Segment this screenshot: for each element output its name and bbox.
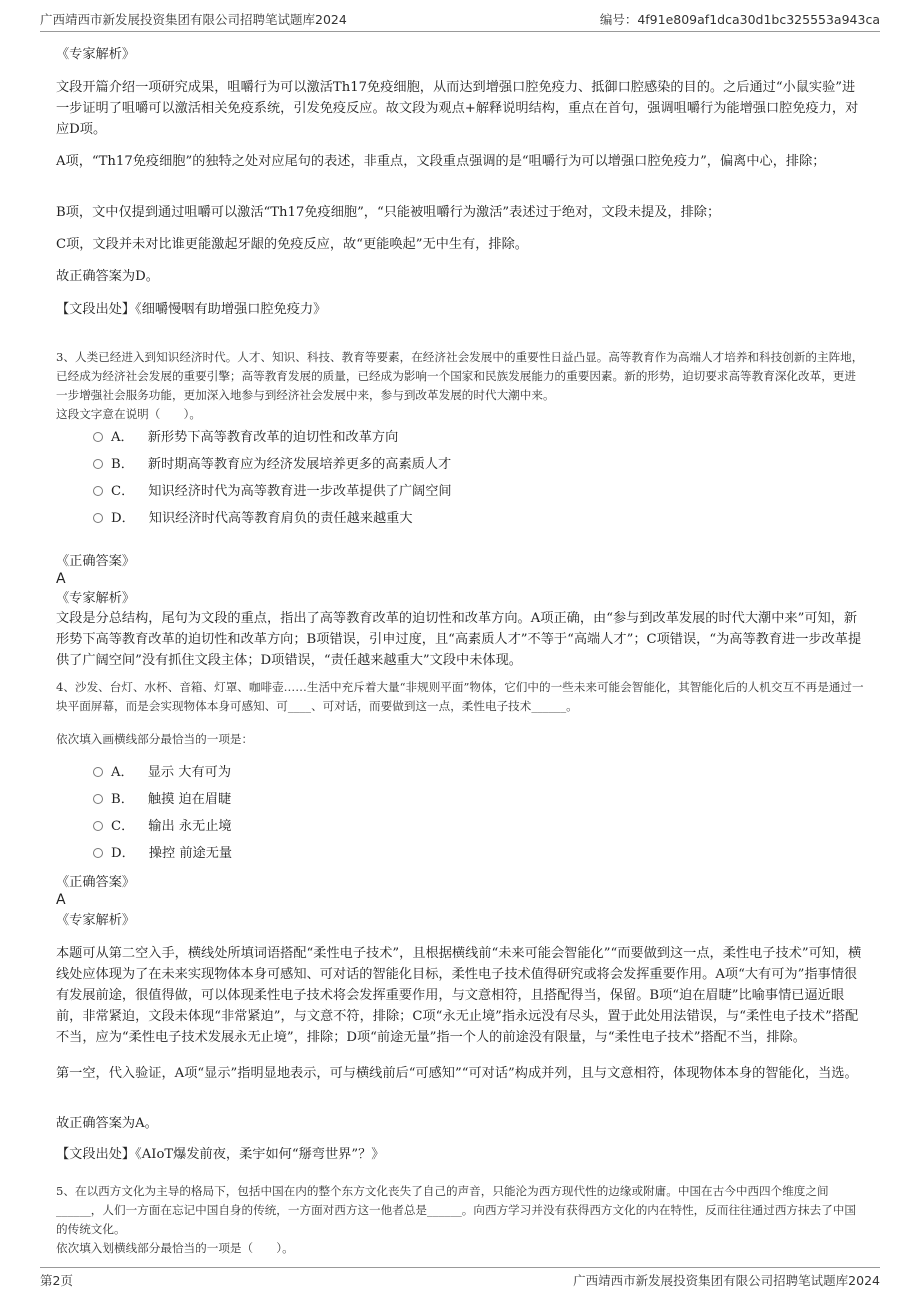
analysis-paragraph: 第一空，代入验证，A项“显示”指明显地表示，可与横线前后“可感知”“可对话”构成并列，且与文意相符，体现物体本身的智能化，当选。 (56, 1066, 858, 1081)
option-text: 知识经济时代为高等教育进一步改革提供了广阔空间 (148, 484, 452, 499)
header-title: 广西靖西市新发展投资集团有限公司招聘笔试题库2024 (40, 12, 347, 27)
answer-conclusion: 故正确答案为A。 (56, 1116, 158, 1131)
analysis-paragraph: A项，“Th17免疫细胞”的独特之处对应尾句的表述，非重点，文段重点强调的是“咀嚼行为可以增强口腔免疫力”，偏离中心，排除； (56, 154, 826, 169)
page-header (40, 10, 880, 30)
option-a[interactable] (93, 428, 398, 448)
option-d[interactable] (93, 844, 232, 864)
option-text: 新形势下高等教育改革的迫切性和改革方向 (147, 430, 399, 445)
expert-analysis-label: 《专家解析》 (56, 47, 136, 62)
option-a[interactable] (93, 763, 231, 783)
header-divider (40, 31, 880, 32)
passage-source: 【文段出处】《细嚼慢咽有助增强口腔免疫力》 (56, 302, 327, 317)
radio-button-icon[interactable] (93, 821, 103, 831)
analysis-paragraph: 本题可从第二空入手，横线处所填词语搭配“柔性电子技术”，且根据横线前“未来可能会智能化”“而要做到这一点，柔性电子技术”可知，横线处应体现为了在未来实现物体本身可感知、可对话的智能化目标，柔性电子技术值得研究或将会发挥重要作用。A项“大有可为”指事情很有发展前途，很值得做，可以体现柔性电子技术将会发挥重要作用，与文意相符，且搭配得当，保留。B项“迫在眉睫”比喻事情已逼近眼前，非常紧迫，文段未体现“非常紧迫”，与文意不符，排除；C项“永无止境”指永远没有尽头，置于此处用法错误，与“柔性电子技术”搭配不当，应为“柔性电子技术发展永无止境”，排除；D项“前途无量”指一个人的前途没有限量，与“柔性电子技术”搭配不当，排除。 (56, 946, 862, 1045)
expert-analysis-label: 《专家解析》 (56, 913, 136, 928)
analysis-paragraph: 文段开篇介绍一项研究成果，咀嚼行为可以激活Th17免疫细胞，从而达到增强口腔免疫力、抵御口腔感染的目的。之后通过“小鼠实验”进一步证明了咀嚼可以激活相关免疫系统，引发免疫反应。故文段为观点+解释说明结构，重点在首句，强调咀嚼行为能增强口腔免疫力，对应D项。 (56, 80, 859, 137)
document-id: 编号：4f91e809af1dca30d1bc325553a943ca (599, 12, 880, 27)
option-text: 知识经济时代高等教育肩负的责任越来越重大 (148, 511, 413, 526)
radio-button-icon[interactable] (93, 767, 103, 777)
option-letter: B． (111, 457, 134, 472)
analysis-paragraph: 文段是分总结构，尾句为文段的重点，指出了高等教育改革的迫切性和改革方向。A项正确，由“参与到改革发展的时代大潮中来”可知，新形势下高等教育改革的迫切性和改革方向；B项错误，引申过度，且“高素质人才”不等于“高端人才”；C项错误，“为高等教育进一步改革提供了广阔空间”没有抓住文段主体；D项错误，“责任越来越重大”文段中未体现。 (56, 611, 862, 668)
option-letter: C． (111, 819, 135, 834)
page-footer (40, 1271, 880, 1289)
page-number: 第2页 (40, 1273, 73, 1288)
option-letter: D． (111, 846, 135, 861)
answer-conclusion: 故正确答案为D。 (56, 269, 159, 284)
question-prompt: 这段文字意在说明（ ）。 (56, 407, 201, 421)
expert-analysis-label: 《专家解析》 (56, 591, 136, 606)
radio-button-icon[interactable] (93, 513, 103, 523)
correct-answer-label: 《正确答案》 (56, 554, 136, 569)
option-b[interactable] (93, 790, 231, 810)
correct-answer: A (56, 892, 66, 908)
question-stem: 3、人类已经进入到知识经济时代。人才、知识、科技、教育等要素，在经济社会发展中的重要性日益凸显。高等教育作为高端人才培养和科技创新的主阵地，已经成为经济社会发展的重要引擎；高等教育发展的质量，已经成为影响一个国家和民族发展能力的重要因素。新的形势，迫切要求高等教育深化改革，更进一步增强社会服务功能，更加深入地参与到经济社会发展中来，参与到改革发展的时代大潮中来。 (56, 350, 864, 402)
question-stem: 5、在以西方文化为主导的格局下，包括中国在内的整个东方文化丧失了自己的声音，只能沦为西方现代性的边缘或附庸。中国在古今中西四个维度之间______，人们一方面在忘记中国自身的传统，一方面对西方这一他者总是______。向西方学习并没有获得西方文化的内在特性，反而往往通过西方抹去了中国的传统文化。 (56, 1184, 856, 1236)
footer-title: 广西靖西市新发展投资集团有限公司招聘笔试题库2024 (573, 1273, 880, 1288)
option-text: 显示 大有可为 (147, 765, 232, 780)
option-letter: C． (111, 484, 135, 499)
passage-source: 【文段出处】《AIoT爆发前夜，柔宇如何“掰弯世界”？》 (56, 1147, 385, 1162)
footer-divider (40, 1267, 880, 1268)
option-d[interactable] (93, 509, 413, 529)
option-letter: D． (111, 511, 135, 526)
option-c[interactable] (93, 482, 452, 502)
radio-button-icon[interactable] (93, 486, 103, 496)
question-stem: 4、沙发、台灯、水杯、音箱、灯罩、咖啡壶……生活中充斥着大量“非规则平面”物体，它们中的一些未来可能会智能化，其智能化后的人机交互不再是通过一块平面屏幕，而是会实现物体本身可感知、可____、可对话，而要做到这一点，柔性电子技术______。 (56, 680, 864, 713)
option-text: 新时期高等教育应为经济发展培养更多的高素质人才 (147, 457, 452, 472)
analysis-paragraph: C项，文段并未对比谁更能激起牙龈的免疫反应，故“更能唤起”无中生有，排除。 (56, 237, 528, 252)
option-letter: A． (111, 765, 134, 780)
radio-button-icon[interactable] (93, 848, 103, 858)
radio-button-icon[interactable] (93, 459, 103, 469)
radio-button-icon[interactable] (93, 432, 103, 442)
correct-answer-label: 《正确答案》 (56, 875, 136, 890)
analysis-paragraph: B项，文中仅提到通过咀嚼可以激活“Th17免疫细胞”，“只能被咀嚼行为激活”表述过于绝对，文段未提及，排除； (56, 205, 721, 220)
question-prompt: 依次填入划横线部分最恰当的一项是（ ）。 (56, 1241, 294, 1255)
option-letter: A． (111, 430, 134, 445)
option-b[interactable] (93, 455, 451, 475)
radio-button-icon[interactable] (93, 794, 103, 804)
option-text: 输出 永无止境 (148, 819, 232, 834)
correct-answer: A (56, 571, 66, 587)
option-c[interactable] (93, 817, 232, 837)
option-text: 操控 前途无量 (148, 846, 233, 861)
option-letter: B． (111, 792, 134, 807)
option-text: 触摸 迫在眉睫 (147, 792, 232, 807)
question-prompt: 依次填入画横线部分最恰当的一项是： (56, 732, 254, 746)
